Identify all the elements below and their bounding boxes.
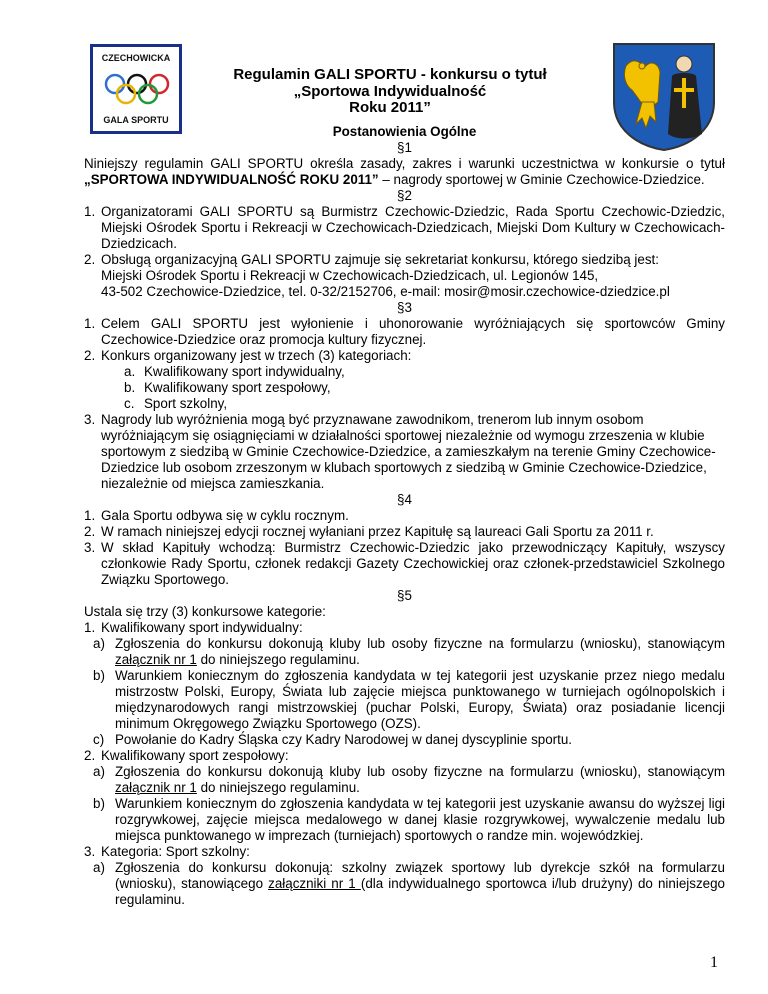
sub-list-item: a. Kwalifikowany sport indywidualny,: [124, 364, 345, 379]
paragraph-mark-2: §2: [397, 188, 412, 203]
category-item: c) Powołanie do Kadry Śląska czy Kadry Narodowej w danej dyscyplinie sportu.: [93, 732, 573, 747]
paragraph-mark-4: §4: [397, 492, 412, 507]
list-item: 2. W ramach niniejszej edycji rocznej wyłaniani przez Kapitułę są laureaci Gali Sportu za 2011 r.: [84, 524, 654, 539]
sub-list-item: c. Sport szkolny,: [124, 396, 228, 411]
title-line-1: Regulamin GALI SPORTU - konkursu o tytuł: [233, 66, 547, 83]
category-item: a) Zgłoszenia do konkursu dokonują: szkolny związek sportowy lub dyrekcje szkół na formularzu (wniosku), stanowiącego załączniki nr 1 (dla indywidualnego sportowca i/lub drużyny) do niniejszego regulaminu.: [93, 860, 725, 907]
document-title: [200, 67, 580, 117]
section-heading: Postanowienia Ogólne: [332, 124, 477, 139]
paragraph-mark-1: §1: [397, 140, 412, 155]
attachment-link: załącznik nr 1: [115, 780, 197, 795]
list-item: 2. Obsługą organizacyjną GALI SPORTU zajmuje się sekretariat konkursu, którego siedzibą jest: Miejski Ośrodek Sportu i Rekreacji w Czechowicach-Dziedzicach, ul. Legionów 145, 43-502 Czechowice-Dziedzice, tel. 0-32/2152706, e-mail: mosir@mosir.czechowice-dziedzice.pl: [84, 252, 670, 299]
page-number: 1: [710, 954, 718, 971]
list-item: 1. Celem GALI SPORTU jest wyłonienie i uhonorowanie wyróżniających się sportowców Gminy Czechowice-Dziedzice oraz promocja kultury fizycznej.: [84, 316, 725, 347]
category-2: 2. Kwalifikowany sport zespołowy:: [84, 748, 289, 763]
category-item: a) Zgłoszenia do konkursu dokonują kluby lub osoby fizyczne na formularzu (wniosku), stanowiącym załącznik nr 1 do niniejszego regulaminu.: [93, 636, 725, 667]
category-item: b) Warunkiem koniecznym do zgłoszenia kandydata w tej kategorii jest uzyskanie awansu do wyższej ligi rozgrywkowej, zajęcie miejsca medalowego w danej klasie rozgrywkowej, wywalczenie medalu lub miejsca punktowanego w imprezach (turniejach) sportowych o randze min. wojewódzkiej.: [93, 796, 725, 843]
list-item: 3. Nagrody lub wyróżnienia mogą być przyznawane zawodnikom, trenerom lub innym osobom wyróżniającym się osiągnięciami w działalności sportowej niezależnie od wymogu zrzeszenia w klubie sportowym z siedzibą w Gminie Czechowice-Dziedzice, a zamieszkałym na terenie Gminy Czechowice-Dziedzice lub osobom zrzeszonym w klubach sportowych z siedzibą w Gminie Czechowice-Dziedzice, niezależnie od miejsca zamieszkania.: [84, 412, 716, 491]
document-body: [84, 124, 725, 908]
category-3: 3. Kategoria: Sport szkolny:: [84, 844, 250, 859]
olympic-rings-icon: [103, 73, 171, 107]
paragraph-mark-3: §3: [397, 300, 412, 315]
list-item: 3. W skład Kapituły wchodzą: Burmistrz Czechowic-Dziedzic jako przewodniczący Kapituły, wszyscy członkowie Rady Sportu, członek redakcji Gazety Czechowickiej oraz członek-przedstawiciel Szkolnego Związku Sportowego.: [84, 540, 725, 587]
attachment-link: załącznik nr 1: [115, 652, 197, 667]
list-item: 1. Organizatorami GALI SPORTU są Burmistrz Czechowic-Dziedzic, Rada Sportu Czechowic-Dziedzic, Miejski Ośrodek Sportu i Rekreacji w Czechowicach-Dziedzicach, Miejski Dom Kultury w Czechowicach-Dziedzicach.: [84, 204, 725, 251]
category-1: 1. Kwalifikowany sport indywidualny:: [84, 620, 303, 635]
gala-sportu-logo: [90, 44, 182, 134]
sub-list-item: b. Kwalifikowany sport zespołowy,: [124, 380, 331, 395]
paragraph-mark-5: §5: [397, 588, 412, 603]
category-item: b) Warunkiem koniecznym do zgłoszenia kandydata w tej kategorii jest uzyskanie przez niego medalu mistrzostw Polski, Europy, Świata lub zajęcie miejsca punktowanego w turniejach ogólnopolskich i międzynarodowych rangi mistrzowskiej (puchar Polski, Europy, Świata) oraz posiadanie licencji minimum Okręgowego Związku Sportowego (OZS).: [93, 668, 725, 731]
list-item: 2. Konkurs organizowany jest w trzech (3) kategoriach:: [84, 348, 412, 363]
title-line-3: Roku 2011”: [349, 99, 431, 116]
logo-bottom-text: GALA SPORTU: [103, 115, 169, 125]
category-item: a) Zgłoszenia do konkursu dokonują kluby lub osoby fizyczne na formularzu (wniosku), stanowiącym załącznik nr 1 do niniejszego regulaminu.: [93, 764, 725, 795]
title-line-2: „Sportowa Indywidualność: [293, 82, 487, 100]
categories-intro: Ustala się trzy (3) konkursowe kategorie:: [84, 604, 326, 619]
list-item: 1. Gala Sportu odbywa się w cyklu rocznym.: [84, 508, 349, 523]
logo-top-text: CZECHOWICKA: [101, 53, 171, 63]
intro-paragraph: Niniejszy regulamin GALI SPORTU określa zasady, zakres i warunki uczestnictwa w konkursie o tytuł „SPORTOWA INDYWIDUALNOŚĆ ROKU 2011” – nagrody sportowej w Gminie Czechowice-Dziedzice.: [84, 156, 725, 187]
attachment-link: załączniki nr 1: [268, 876, 361, 891]
